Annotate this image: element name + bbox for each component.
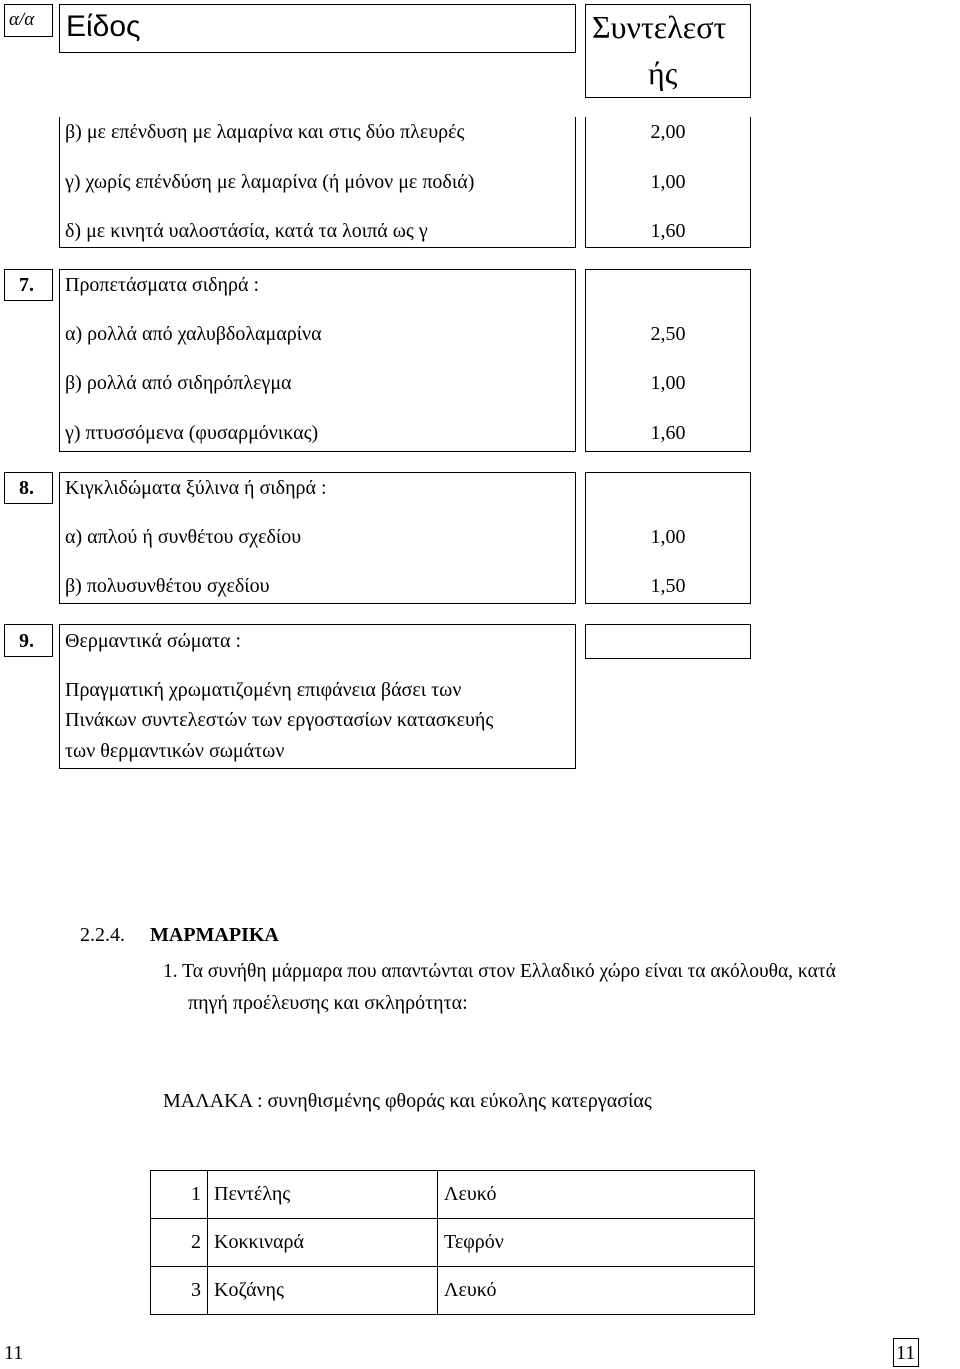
table-row — [151, 1219, 755, 1267]
malaka-heading: ΜΑΛΑΚΑ : συνηθισμένης φθοράς και εύκολης κατεργασίας — [163, 1090, 652, 1112]
marble-number: 1 — [151, 1171, 208, 1219]
item7-row-a-text: α) ρολλά από χαλυβδολαμαρίνα — [65, 323, 322, 345]
prev-row-b-value: 2,00 — [650, 121, 686, 143]
marble-color: Λευκό — [438, 1267, 755, 1315]
marble-table — [150, 1170, 755, 1315]
coef-header-line1: Συντελεστ — [592, 9, 727, 45]
item8-row-b-text: β) πολυσυνθέτου σχεδίου — [65, 575, 270, 597]
footer-page-number-left: 11 — [4, 1342, 24, 1364]
section-paragraph-line1: 1. Τα συνήθη μάρμαρα που απαντώνται στον Ελλαδικό χώρο είναι τα ακόλουθα, κατά — [163, 961, 836, 982]
coef-header-line2: ής — [648, 55, 678, 91]
item8-row-a-value: 1,00 — [650, 526, 686, 548]
marble-color: Λευκό — [438, 1171, 755, 1219]
item9-line-3: των θερμαντικών σωμάτων — [65, 740, 285, 762]
item9-value-cell — [585, 624, 751, 659]
item7-row-b-text: β) ρολλά από σιδηρόπλεγμα — [65, 372, 292, 394]
item7-row-b-value: 1,00 — [650, 372, 686, 394]
footer-page-number-right: 11 — [896, 1342, 916, 1364]
item9-line-2: Πινάκων συντελεστών των εργοστασίων κατασκευής — [65, 709, 494, 731]
item7-row-c-value: 1,60 — [650, 422, 686, 444]
section-paragraph-line2: πηγή προέλευσης και σκληρότητα: — [188, 992, 468, 1014]
marble-name: Κοζάνης — [208, 1267, 438, 1315]
item7-number: 7. — [19, 274, 34, 296]
prev-row-c-text: γ) χωρίς επένδύση με λαμαρίνα (ή μόνον με ποδιά) — [65, 171, 475, 193]
item8-title: Κιγκλιδώματα ξύλινα ή σιδηρά : — [65, 477, 327, 499]
section-title: ΜΑΡΜΑΡΙΚΑ — [150, 924, 279, 946]
marble-name: Πεντέλης — [208, 1171, 438, 1219]
prev-row-b-text: β) με επένδυση με λαμαρίνα και στις δύο πλευρές — [65, 121, 465, 143]
item8-row-b-value: 1,50 — [650, 575, 686, 597]
section-number: 2.2.4. — [80, 924, 125, 946]
item7-title: Προπετάσματα σιδηρά : — [65, 274, 259, 296]
item9-number: 9. — [19, 630, 34, 652]
aa-header: α/α — [9, 9, 35, 30]
marble-name: Κοκκιναρά — [208, 1219, 438, 1267]
item7-row-c-text: γ) πτυσσόμενα (φυσαρμόνικας) — [65, 422, 319, 444]
prev-row-d-value: 1,60 — [650, 220, 686, 242]
table-row — [151, 1267, 755, 1315]
item8-number: 8. — [19, 477, 34, 499]
marble-number: 2 — [151, 1219, 208, 1267]
item7-row-a-value: 2,50 — [650, 323, 686, 345]
table-row — [151, 1171, 755, 1219]
prev-row-d-text: δ) με κινητά υαλοστάσία, κατά τα λοιπά ως γ — [65, 220, 428, 242]
item9-title: Θερμαντικά σώματα : — [65, 630, 242, 652]
eidos-header: Είδος — [66, 10, 141, 43]
marble-color: Τεφρόν — [438, 1219, 755, 1267]
item8-row-a-text: α) απλού ή συνθέτου σχεδίου — [65, 526, 302, 548]
item9-line-1: Πραγματική χρωματιζομένη επιφάνεια βάσει των — [65, 679, 462, 701]
prev-row-c-value: 1,00 — [650, 171, 686, 193]
marble-number: 3 — [151, 1267, 208, 1315]
